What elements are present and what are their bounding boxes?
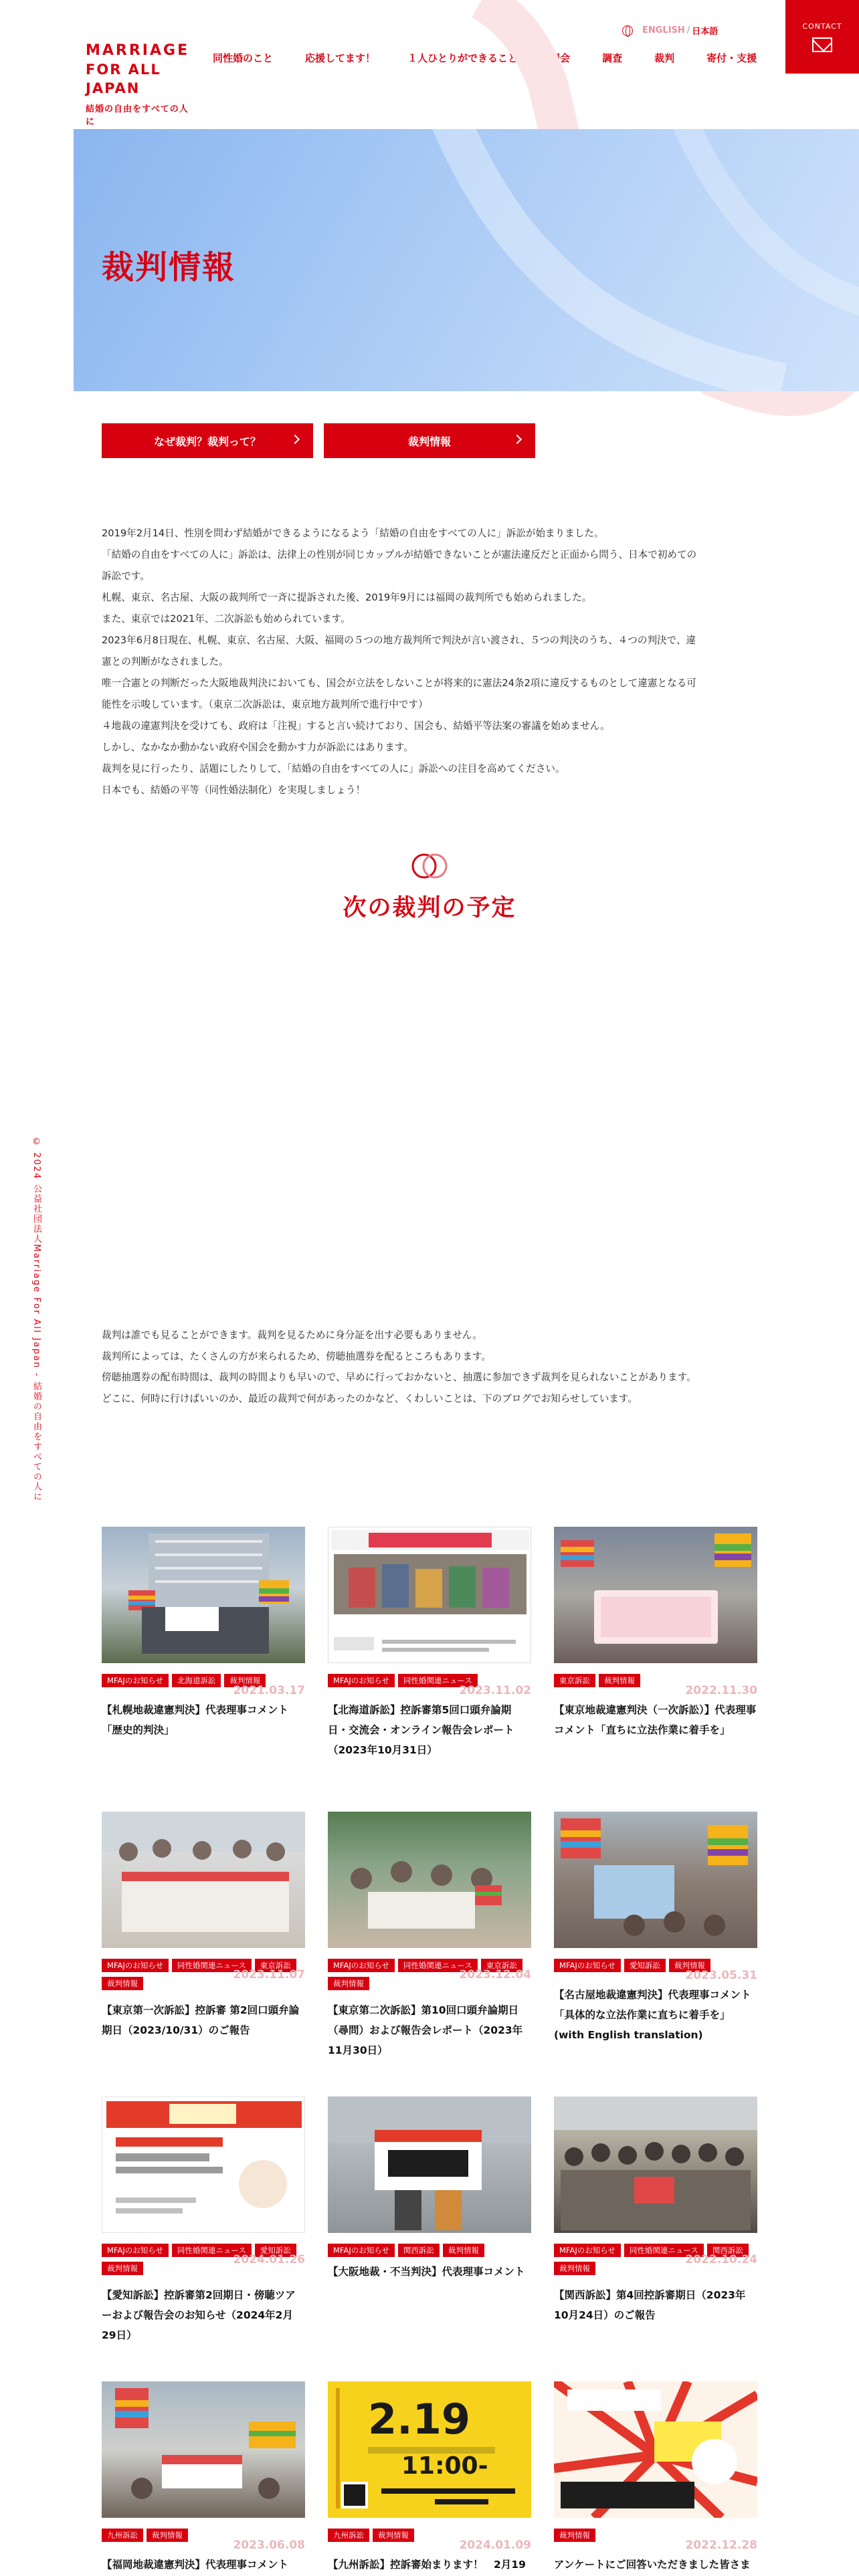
contact-label: CONTACT: [802, 22, 842, 31]
card-photo-illustration: [102, 2381, 305, 2518]
tag[interactable]: MFAJのお知らせ: [554, 2244, 621, 2257]
intro-text: [102, 523, 757, 801]
card-thumbnail[interactable]: [102, 1527, 305, 1663]
card-photo-illustration: [554, 1812, 757, 1948]
nav-supporters[interactable]: 応援してます！: [305, 52, 376, 64]
card-date: 2022.12.28: [685, 2539, 757, 2552]
blog-card[interactable]: [102, 2097, 305, 2345]
site-logo[interactable]: [86, 41, 193, 127]
tag[interactable]: 裁判情報: [328, 1977, 369, 1990]
trial-info-button[interactable]: [324, 423, 535, 458]
note-line: どこに、何時に行けばいいのか、最近の裁判で何があったのかなど、くわしいことは、下のブログでお知らせしています。: [102, 1392, 638, 1404]
card-title[interactable]: 【大阪地裁・不当判決】代表理事コメント: [328, 2266, 525, 2278]
card-title[interactable]: 【北海道訴訟】控訴審第5回口頭弁論期日・交流会・オンライン報告会レポート（2023年10月31日）: [328, 1704, 514, 1756]
tag[interactable]: 裁判情報: [102, 1977, 143, 1990]
tag[interactable]: 裁判情報: [373, 2529, 414, 2542]
tag[interactable]: 裁判情報: [224, 1674, 266, 1687]
card-tags: [328, 2244, 531, 2262]
card-thumbnail[interactable]: [102, 2381, 305, 2518]
tag[interactable]: MFAJのお知らせ: [328, 2244, 395, 2257]
vertical-copyright: © 2024 公益社団法人Marriage For All Japan - 結婚の自由をすべての人に: [31, 1137, 41, 1502]
card-thumbnail[interactable]: [102, 2097, 305, 2233]
note-line: 傍聴抽選券の配布時間は、裁判の時間よりも早いので、早めに行っておかないと、抽選に参加できず裁判を見られないことがあります。: [102, 1372, 696, 1383]
card-date: 2023.05.31: [685, 1969, 757, 1982]
tag[interactable]: 北海道訴訟: [172, 1674, 221, 1687]
card-date: 2023.12.04: [459, 1968, 531, 1981]
card-thumbnail[interactable]: [328, 1812, 531, 1948]
card-title[interactable]: 【名古屋地裁違憲判決】代表理事コメント「具体的な立法作業に直ちに着手を」(with English translation): [554, 1989, 751, 2041]
card-thumbnail[interactable]: [328, 2097, 531, 2233]
intro-line: 訴訟です。: [102, 570, 150, 582]
card-thumbnail[interactable]: [328, 2381, 531, 2518]
svg-text:11:00-: 11:00-: [401, 2452, 488, 2480]
intro-line: ４地裁の違憲判決を受けても、政府は「注視」すると言い続けており、国会も、結婚平等法案の審議を始めません。: [102, 720, 610, 732]
tag[interactable]: 裁判情報: [102, 2262, 143, 2275]
blog-card[interactable]: [328, 1527, 531, 1760]
card-flyer-illustration: [328, 1527, 531, 1663]
card-title[interactable]: 【札幌地裁違憲判決】代表理事コメント「歴史的判決」: [102, 1704, 289, 1736]
tag[interactable]: 同性婚関連ニュース: [398, 1959, 478, 1972]
tag[interactable]: 同性婚関連ニュース: [172, 2244, 252, 2257]
why-trial-button[interactable]: [102, 423, 313, 458]
card-title[interactable]: 【愛知訴訟】控訴審第2回期日・傍聴ツアーおよび報告会のお知らせ（2024年2月29日）: [102, 2289, 296, 2341]
intro-line: 能性を示唆しています。（東京二次訴訟は、東京地方裁判所で進行中です）: [102, 699, 428, 710]
tag[interactable]: 関西訴訟: [707, 2244, 749, 2257]
intro-line: 憲との判断がなされました。: [102, 656, 229, 667]
why-trial-label: なぜ裁判？裁判って？: [153, 435, 261, 448]
note-line: 裁判所によっては、たくさんの方が来られるため、傍聴抽選券を配るところもあります。: [102, 1350, 492, 1362]
logo-line1: MARRIAGE: [86, 42, 190, 59]
chevron-right-icon: [512, 435, 522, 444]
hero-banner: [74, 129, 859, 391]
nav-diet[interactable]: 国会: [550, 52, 571, 64]
blog-card[interactable]: [102, 1527, 305, 1740]
tag[interactable]: 同性婚関連ニュース: [398, 1674, 478, 1687]
intro-line: また、東京では2021年、二次訴訟も始められています。: [102, 613, 351, 625]
tag[interactable]: 関西訴訟: [398, 2244, 440, 2257]
card-thumbnail[interactable]: [554, 1812, 757, 1948]
nav-about-same-sex-marriage[interactable]: 同性婚のこと: [213, 52, 274, 64]
wedding-rings-icon: [407, 851, 452, 881]
tag[interactable]: 裁判情報: [443, 2244, 484, 2257]
nav-trials[interactable]: 裁判: [654, 52, 675, 64]
card-flyer-illustration: [102, 2097, 305, 2233]
card-date: 2024.01.09: [459, 2539, 531, 2552]
chevron-right-icon: [290, 435, 300, 444]
logo-line2: FOR ALL JAPAN: [86, 62, 161, 96]
card-photo-illustration: [102, 1812, 305, 1948]
blog-card[interactable]: [554, 1812, 757, 2045]
blog-card[interactable]: [328, 2097, 531, 2282]
page-title: 裁判情報: [102, 249, 236, 286]
tag[interactable]: 同性婚関連ニュース: [172, 1959, 252, 1972]
tag[interactable]: MFAJのお知らせ: [102, 2244, 169, 2257]
card-thumbnail[interactable]: [102, 1812, 305, 1948]
trial-info-label: 裁判情報: [407, 435, 451, 448]
card-photo-illustration: [554, 1527, 757, 1663]
card-title[interactable]: 【東京第二次訴訟】第10回口頭弁論期日（尋問）および報告会レポート（2023年11月30日）: [328, 2004, 523, 2056]
card-date: 2024.01.26: [233, 2253, 305, 2266]
tag[interactable]: 九州訴訟: [102, 2529, 143, 2542]
card-photo-illustration: [554, 2097, 757, 2233]
card-title[interactable]: 【東京第一次訴訟】控訴審 第2回口頭弁論期日（2023/10/31）のご報告: [102, 2004, 300, 2036]
card-thumbnail[interactable]: [328, 1527, 531, 1663]
tag[interactable]: 同性婚関連ニュース: [624, 2244, 704, 2257]
blog-card[interactable]: [554, 2381, 757, 2575]
logo-tagline: 結婚の自由をすべての人に: [86, 104, 189, 127]
tag[interactable]: 裁判情報: [554, 2529, 595, 2542]
intro-line: 唯一合憲との判断だった大阪地裁判決においても、国会が立法をしないことが将来的に憲法24条2項に違反するものとして違憲となる可: [102, 677, 696, 689]
intro-line: 札幌、東京、名古屋、大阪の裁判所で一斉に提訴された後、2019年9月には福岡の裁判所でも始められました。: [102, 592, 592, 603]
tag[interactable]: 東京訴訟: [481, 1959, 522, 1972]
card-thumbnail[interactable]: [554, 2381, 757, 2518]
card-photo-illustration: [328, 2097, 531, 2233]
tag[interactable]: MFAJのお知らせ: [328, 1674, 395, 1687]
tag[interactable]: 裁判情報: [147, 2529, 188, 2542]
tag[interactable]: 九州訴訟: [328, 2529, 369, 2542]
card-date: 2023.11.07: [233, 1968, 305, 1981]
nav-donate[interactable]: 寄付・支援: [706, 52, 757, 64]
card-date: 2021.03.17: [233, 1684, 305, 1697]
blog-card[interactable]: [554, 1527, 757, 1740]
blog-card[interactable]: [554, 2097, 757, 2325]
tag[interactable]: MFAJのお知らせ: [102, 1674, 169, 1687]
attendance-notes: [102, 1325, 771, 1409]
tag[interactable]: 裁判情報: [669, 1959, 710, 1972]
blog-card[interactable]: [328, 2381, 531, 2575]
card-thumbnail[interactable]: [554, 1527, 757, 1663]
tag[interactable]: MFAJのお知らせ: [554, 1959, 621, 1972]
card-date: 2022.11.30: [685, 1684, 757, 1697]
tag[interactable]: 愛知訴訟: [624, 1959, 666, 1972]
card-thumbnail[interactable]: [554, 2097, 757, 2233]
lang-english-link[interactable]: ENGLISH: [642, 25, 685, 35]
blog-card[interactable]: [328, 1812, 531, 2060]
tag[interactable]: 東京訴訟: [255, 1959, 296, 1972]
tag[interactable]: 裁判情報: [599, 1674, 640, 1687]
lang-japanese-link[interactable]: 日本語: [692, 27, 719, 37]
tag[interactable]: MFAJのお知らせ: [102, 1959, 169, 1972]
note-line: 裁判は誰でも見ることができます。裁判を見るために身分証を出す必要もありません。: [102, 1329, 482, 1341]
blog-card[interactable]: [102, 2381, 305, 2575]
card-flyer-illustration: [328, 2381, 531, 2518]
intro-line: 「結婚の自由をすべての人に」訴訟は、法律上の性別が同じカップルが結婚できないことが憲法違反だと正面から問う、日本で初めての: [102, 549, 697, 560]
card-title[interactable]: 【東京地裁違憲判決（一次訴訟）】代表理事コメント「直ちに立法作業に着手を」: [554, 1704, 757, 1736]
lang-separator: /: [686, 25, 690, 35]
tag[interactable]: 裁判情報: [554, 2262, 595, 2275]
card-title[interactable]: 【九州訴訟】控訴審始まります！ 2月19: [328, 2559, 526, 2571]
card-photo-illustration: [102, 1527, 305, 1663]
card-date: 2022.10.24: [685, 2253, 757, 2266]
next-trial-heading: 次の裁判の予定: [343, 895, 516, 922]
blog-card[interactable]: [102, 1812, 305, 2040]
card-title[interactable]: アンケートにご回答いただきました皆さま: [554, 2559, 751, 2571]
intro-line: しかし、なかなか動かない政府や国会を動かす力が訴訟にはあります。: [102, 742, 413, 753]
svg-text:2.19: 2.19: [368, 2395, 470, 2444]
nav-what-you-can-do[interactable]: １人ひとりができること: [407, 52, 518, 64]
intro-line: 2019年2月14日、性別を問わず結婚ができるようになるよう「結婚の自由をすべての人に」訴訟が始まりました。: [102, 528, 604, 539]
card-date: 2023.11.02: [459, 1684, 531, 1697]
card-photo-illustration: [328, 1812, 531, 1948]
tag[interactable]: 東京訴訟: [554, 1674, 595, 1687]
tag[interactable]: MFAJのお知らせ: [328, 1959, 395, 1972]
card-flyer-illustration: [554, 2381, 757, 2518]
intro-line: 2023年6月8日現在、札幌、東京、名古屋、大阪、福岡の５つの地方裁判所で判決が言い渡され、５つの判決のうち、４つの判決で、違: [102, 635, 696, 646]
tag[interactable]: 愛知訴訟: [255, 2244, 296, 2257]
nav-research[interactable]: 調査: [602, 52, 623, 64]
intro-line: 日本でも、結婚の平等（同性婚法制化）を実現しましょう！: [102, 784, 366, 796]
intro-line: 裁判を見に行ったり、話題にしたりして、「結婚の自由をすべての人に」訴訟への注目を高めてください。: [102, 763, 565, 774]
card-title[interactable]: 【福岡地裁違憲判決】代表理事コメント: [102, 2559, 289, 2571]
card-date: 2023.06.08: [233, 2539, 305, 2552]
card-title[interactable]: 【関西訴訟】第4回控訴審期日（2023年10月24日）のご報告: [554, 2289, 746, 2321]
